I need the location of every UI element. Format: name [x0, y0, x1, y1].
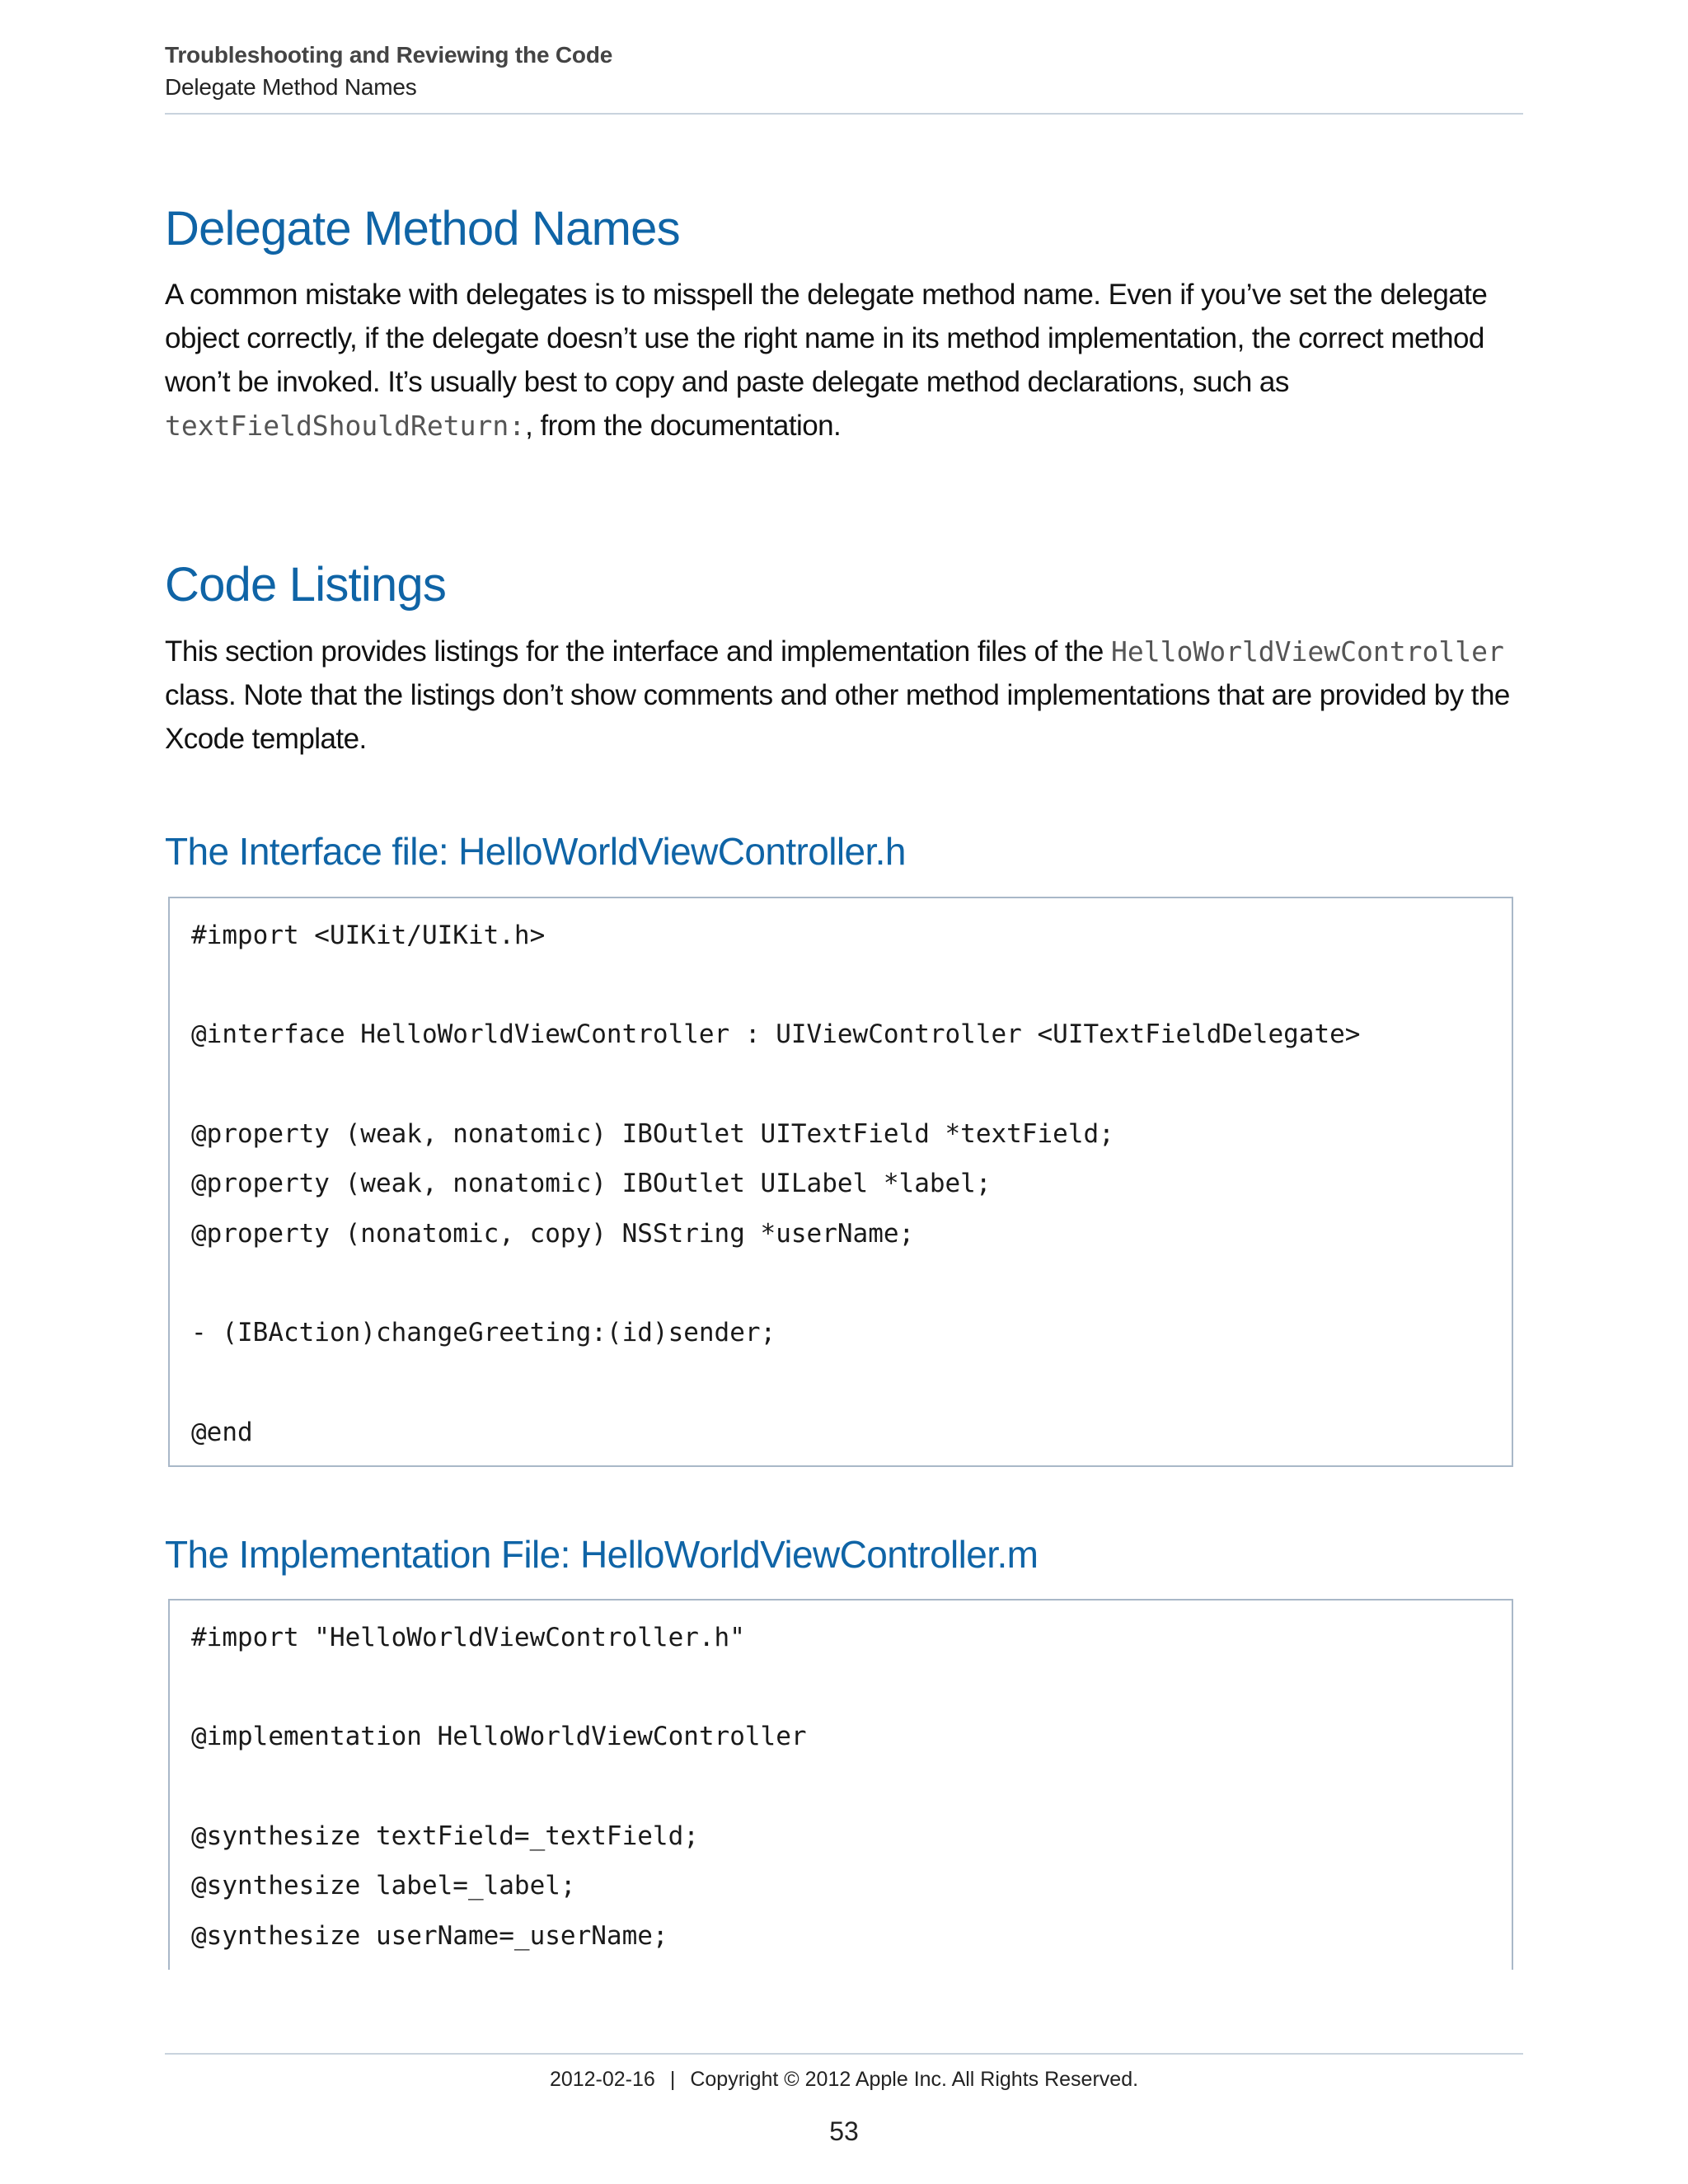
code-listings-heading: Code Listings	[165, 558, 447, 612]
code-line: @interface HelloWorldViewController : UIViewController <UITextFieldDelegate>	[191, 1019, 1361, 1049]
footer-separator: |	[669, 2068, 676, 2091]
code-line: @property (weak, nonatomic) IBOutlet UITextField *textField;	[191, 1119, 1114, 1149]
page-number: 53	[829, 2116, 859, 2146]
interface-file-heading: The Interface file: HelloWorldViewController.h	[165, 830, 906, 873]
code-listings-paragraph	[165, 630, 1526, 761]
delegate-method-names-paragraph	[165, 273, 1526, 448]
page-footer	[165, 2064, 1523, 2094]
running-header	[165, 40, 1523, 104]
interface-code-listing	[168, 897, 1513, 1467]
delegate-para-code: textFieldShouldReturn:	[165, 410, 526, 442]
code-line: #import "HelloWorldViewController.h"	[191, 1623, 745, 1652]
header-divider	[165, 113, 1523, 115]
code-line: @property (nonatomic, copy) NSString *userName;	[191, 1219, 915, 1249]
delegate-para-text-1: A common mistake with delegates is to misspell the delegate method name. Even if you’ve set the delegate object correctly, if the delegate doesn’t use the right name in its method implementation, the correct method won’t be invoked. It’s usually best to copy and paste delegate method declarations, such as	[165, 279, 1488, 398]
code-line: @implementation HelloWorldViewController	[191, 1722, 807, 1751]
code-line: - (IBAction)changeGreeting:(id)sender;	[191, 1318, 776, 1347]
code-listings-para-text-1: This section provides listings for the interface and implementation files of the	[165, 635, 1111, 668]
code-line: @synthesize label=_label;	[191, 1871, 576, 1900]
code-line: #import <UIKit/UIKit.h>	[191, 921, 546, 950]
footer-date: 2012-02-16	[549, 2068, 655, 2091]
code-line: @end	[191, 1418, 253, 1447]
running-header-section: Delegate Method Names	[165, 74, 417, 100]
code-line: @property (weak, nonatomic) IBOutlet UILabel *label;	[191, 1169, 992, 1198]
implementation-code-listing	[168, 1599, 1513, 1970]
footer-divider	[165, 2053, 1523, 2055]
code-listings-para-text-2: class. Note that the listings don’t show comments and other method implementations that are provided by the Xcode template.	[165, 679, 1510, 755]
delegate-para-text-2: , from the documentation.	[525, 410, 842, 442]
code-listings-para-code: HelloWorldViewController	[1111, 635, 1504, 668]
code-line: @synthesize userName=_userName;	[191, 1921, 668, 1951]
implementation-file-heading: The Implementation File: HelloWorldViewController.m	[165, 1533, 1039, 1576]
running-header-chapter: Troubleshooting and Reviewing the Code	[165, 42, 613, 68]
delegate-method-names-heading: Delegate Method Names	[165, 202, 680, 255]
code-line: @synthesize textField=_textField;	[191, 1821, 699, 1851]
footer-copyright: Copyright © 2012 Apple Inc. All Rights Reserved.	[690, 2068, 1139, 2091]
